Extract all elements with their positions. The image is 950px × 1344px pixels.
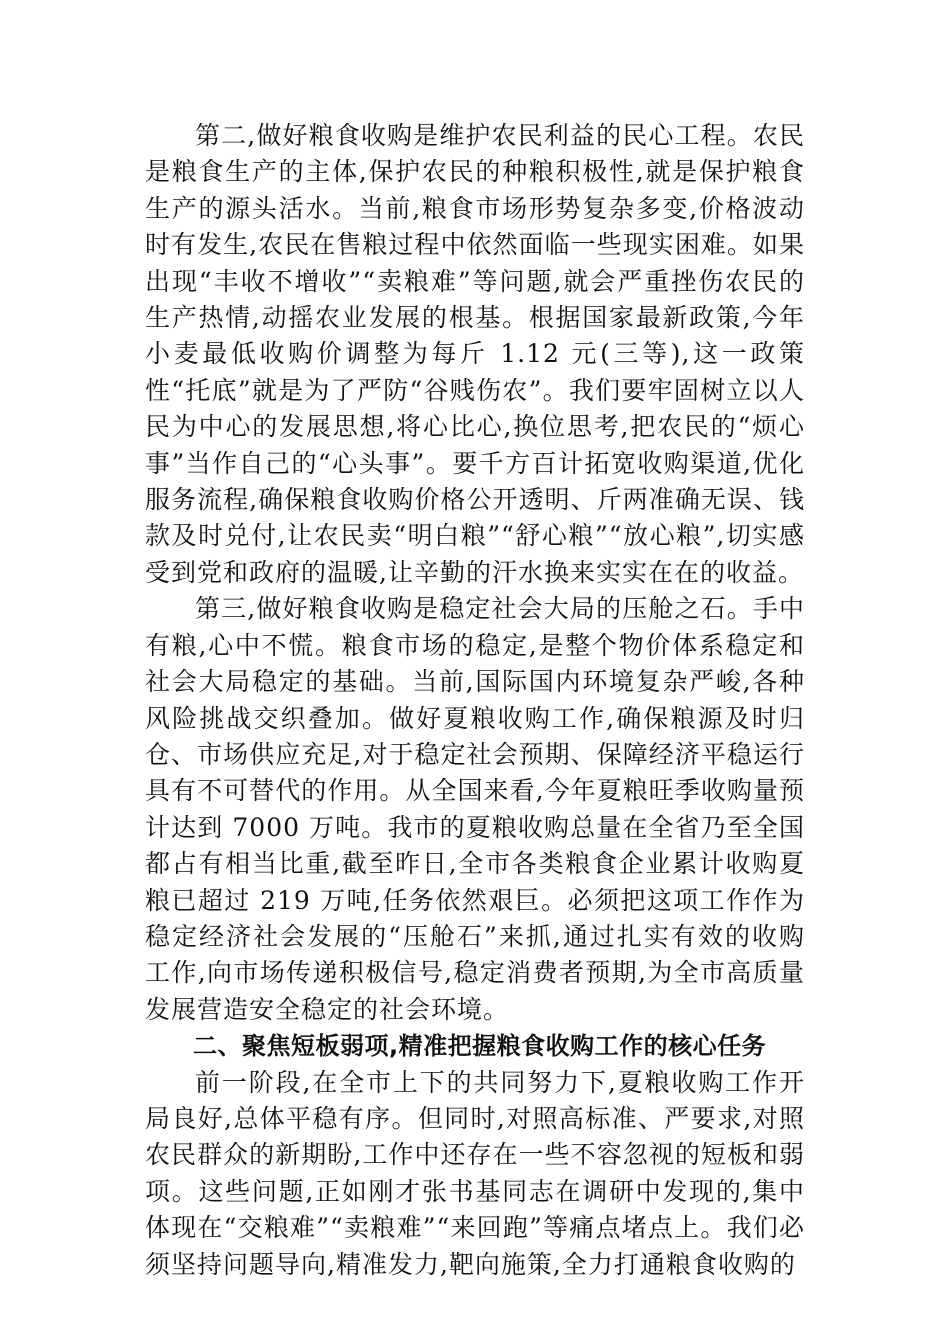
document-body xyxy=(145,118,805,1283)
paragraph-section-intro: 前一阶段,在全市上下的共同努力下,夏粮收购工作开局良好,总体平稳有序。但同时,对照高标准、严要求,对照农民群众的新期盼,工作中还存在一些不容忽视的短板和弱项。这些问题,正如刚才张书基同志在调研中发现的,集中体现在“交粮难”“卖粮难”“来回跑”等痛点堵点上。我们必须坚持问题导向,精准发力,靶向施策,全力打通粮食收购的 xyxy=(145,1067,805,1279)
paragraph-second-point: 第二,做好粮食收购是维护农民利益的民心工程。农民是粮食生产的主体,保护农民的种粮积极性,就是保护粮食生产的源头活水。当前,粮食市场形势复杂多变,价格波动时有发生,农民在售粮过程中依然面临一些现实困难。如果出现“丰收不增收”“卖粮难”等问题,就会严重挫伤农民的生产热情,动摇农业发展的根基。根据国家最新政策,今年小麦最低收购价调整为每斤 1.12 元(三等),这一政策性“托底”就是为了严防“谷贱伤农”。我们要牢固树立以人民为中心的发展思想,将心比心,换位思考,把农民的“烦心事”当作自己的“心头事”。要千方百计拓宽收购渠道,优化服务流程,确保粮食收购价格公开透明、斤两准确无误、钱款及时兑付,让农民卖“明白粮”“舒心粮”“放心粮”,切实感受到党和政府的温暖,让辛勤的汗水换来实实在在的收益。 xyxy=(145,121,805,587)
section-heading: 二、聚焦短板弱项,精准把握粮食收购工作的核心任务 xyxy=(193,1032,767,1061)
paragraph-third-point: 第三,做好粮食收购是稳定社会大局的压舱之石。手中有粮,心中不慌。粮食市场的稳定,是整个物价体系稳定和社会大局稳定的基础。当前,国际国内环境复杂严峻,各种风险挑战交织叠加。做好夏粮收购工作,确保粮源及时归仓、市场供应充足,对于稳定社会预期、保障经济平稳运行具有不可替代的作用。从全国来看,今年夏粮旺季收购量预计达到 7000 万吨。我市的夏粮收购总量在全省乃至全国都占有相当比重,截至昨日,全市各类粮食企业累计收购夏粮已超过 219 万吨,任务依然艰巨。必须把这项工作作为稳定经济社会发展的“压舱石”来抓,通过扎实有效的收购工作,向市场传递积极信号,稳定消费者预期,为全市高质量发展营造安全稳定的社会环境。 xyxy=(145,594,805,1024)
